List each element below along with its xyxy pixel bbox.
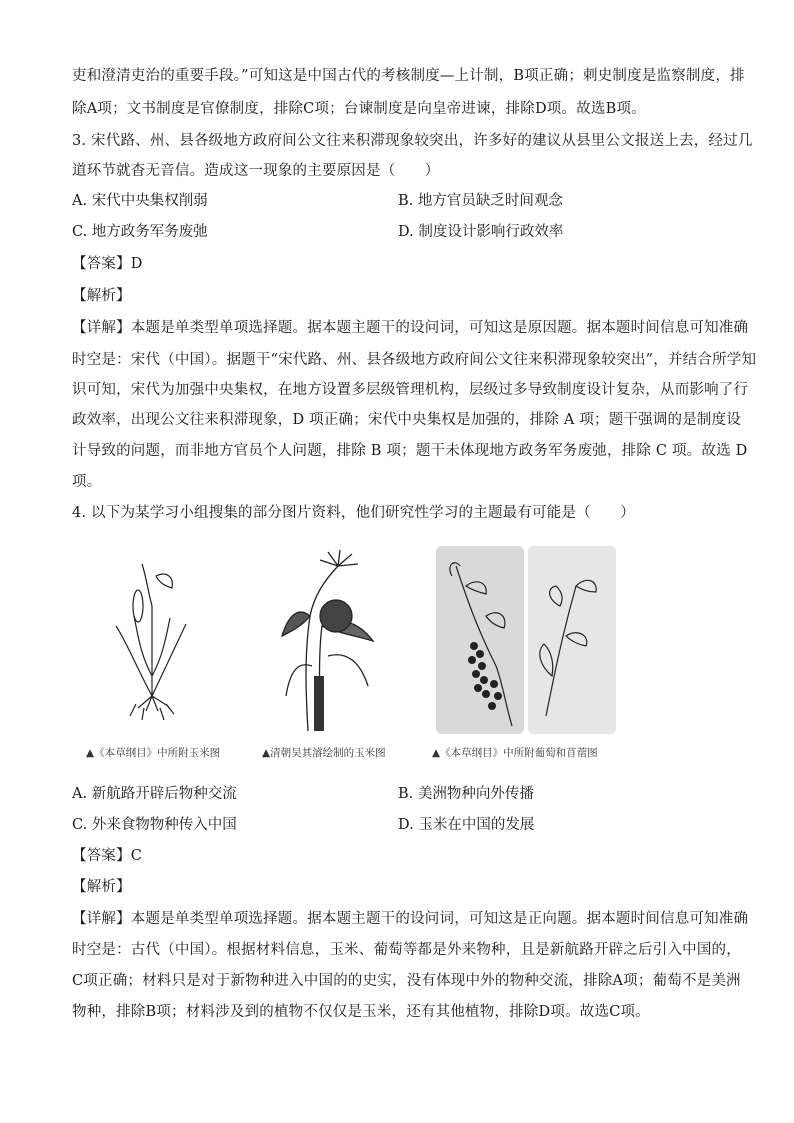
q4-stem: 4. 以下为某学习小组搜集的部分图片资料，他们研究性学习的主题最有可能是（ ） <box>72 505 635 521</box>
q3-option-b: B. 地方官员缺乏时间观念 <box>398 193 563 209</box>
q3-option-d: D. 制度设计影响行政效率 <box>398 224 564 240</box>
q4-analysis-heading: 【解析】 <box>72 879 131 895</box>
corn-plant-illustration <box>86 546 216 736</box>
q4-answer: 【答案】C <box>72 848 143 864</box>
q4-option-b: B. 美洲物种向外传播 <box>398 786 534 802</box>
corn-stalk-illustration <box>268 546 388 736</box>
caption-2: ▲清朝吴其濬绘制的玉米图 <box>262 747 386 759</box>
figure-wuqijun-corn <box>262 546 402 766</box>
q4-detail-line-1: 【详解】本题是单类型单项选择题。据本题主题干的设问词，可知这是正向题。据本题时间信息可知准确 <box>72 911 749 927</box>
q4-option-c: C. 外来食物物种传入中国 <box>72 817 237 833</box>
q3-detail-line-2: 时空是：宋代（中国）。据题干“宋代路、州、县各级地方政府间公文往来积滞现象较突出”，并结合所学知 <box>72 352 757 368</box>
q3-detail-line-5: 计导致的问题，而非地方官员个人问题，排除 B 项；题干未体现地方政务军务废弛，排除 C 项。故选 D <box>72 443 748 459</box>
intro-line-2: 除A项；文书制度是官僚制度，排除C项；台谏制度是向皇帝进谏，排除D项。故选B项。 <box>72 101 646 117</box>
q3-option-a: A. 宋代中央集权削弱 <box>72 193 208 209</box>
figure-grape-alfalfa <box>432 546 622 766</box>
q4-detail-line-4: 物种，排除B项；材料涉及到的植物不仅仅是玉米，还有其他植物，排除D项。故选C项。 <box>72 1004 650 1020</box>
q3-detail-line-4: 政效率，出现公文往来积滞现象，D 项正确；宋代中央集权是加强的，排除 A 项；题干强调的是制度设 <box>72 412 742 428</box>
intro-line-1: 吏和澄清吏治的重要手段。”可知这是中国古代的考核制度—上计制，B项正确；刺史制度是监察制度，排 <box>72 68 745 84</box>
q4-option-d: D. 玉米在中国的发展 <box>398 817 535 833</box>
caption-3: ▲《本草纲目》中所附葡萄和苜蓿图 <box>432 747 598 759</box>
q3-detail-line-3: 识可知，宋代为加强中央集权，在地方设置多层级管理机构，层级过多导致制度设计复杂，从而影响了行 <box>72 382 749 398</box>
q4-detail-line-2: 时空是：古代（中国）。根据材料信息，玉米、葡萄等都是外来物种，且是新航路开辟之后引入中国的， <box>72 942 741 958</box>
q3-stem-line-2: 道环节就杳无音信。造成这一现象的主要原因是（ ） <box>72 163 440 179</box>
figure-bencao-corn <box>86 546 221 766</box>
q3-detail-line-6: 项。 <box>72 474 102 490</box>
q4-option-a: A. 新航路开辟后物种交流 <box>72 786 237 802</box>
q3-stem-line-1: 3. 宋代路、州、县各级地方政府间公文往来积滞现象较突出，许多好的建议从县里公文报送上去，经过几 <box>72 133 753 149</box>
q3-answer: 【答案】D <box>72 256 143 272</box>
q3-detail-line-1: 【详解】本题是单类型单项选择题。据本题主题干的设问词，可知这是原因题。据本题时间信息可知准确 <box>72 320 749 336</box>
q3-option-c: C. 地方政务军务废弛 <box>72 224 208 240</box>
q4-detail-line-3: C项正确；材料只是对于新物种进入中国的的史实，没有体现中外的物种交流，排除A项；葡萄不是美洲 <box>72 973 741 989</box>
q3-analysis-heading: 【解析】 <box>72 288 131 304</box>
caption-1: ▲《本草纲目》中所附玉米图 <box>86 747 221 759</box>
grape-alfalfa-illustration <box>436 546 616 736</box>
